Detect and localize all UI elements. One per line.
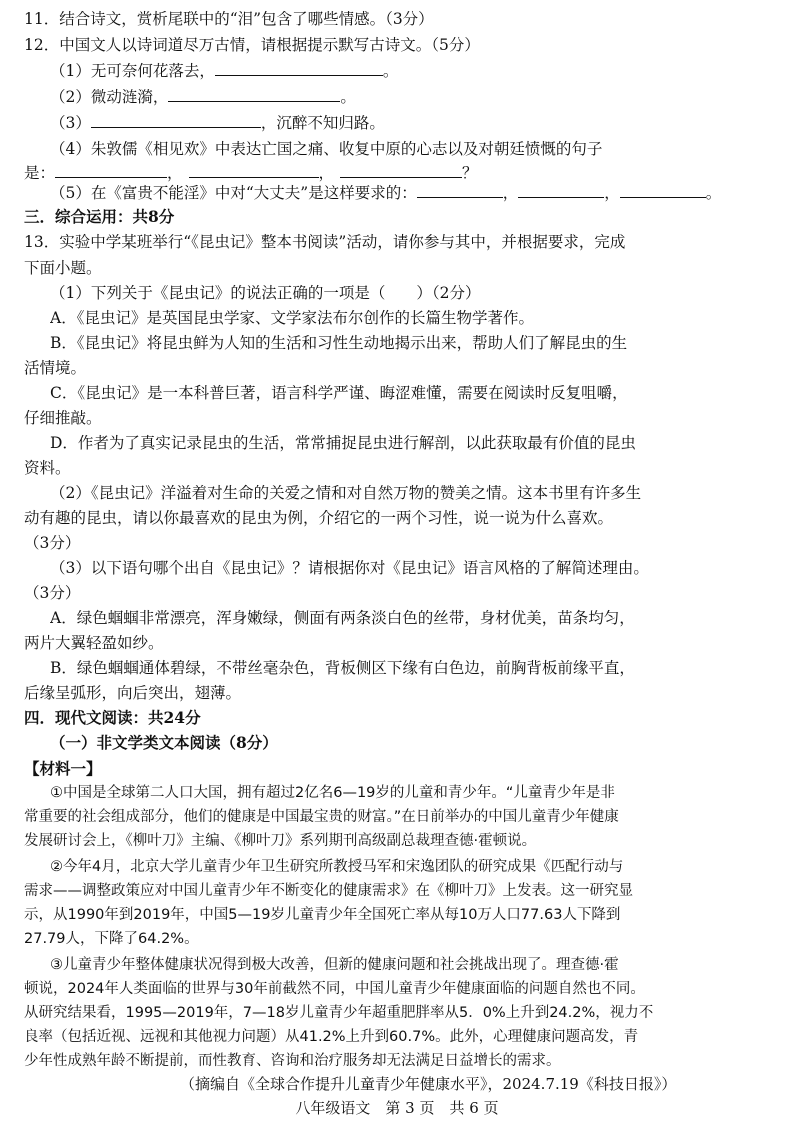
material-source: （摘编自《全球合作提升儿童青少年健康水平》，2024.7.19《科技日报》） xyxy=(180,1075,677,1093)
answer-blank[interactable] xyxy=(215,60,383,76)
subsection-heading: （一）非文学类文本阅读（8分） xyxy=(50,733,278,752)
answer-blank[interactable] xyxy=(417,182,503,198)
material-paragraph-2-line-3: 示，从1990年到2019年，中国5—19岁儿童青少年全国死亡率从每10万人口77.63人下降到 xyxy=(24,907,621,923)
section-3-heading: 三．综合运用：共8分 xyxy=(24,207,175,226)
question-12-item-1: （1）无可奈何花落去， 。 xyxy=(50,62,399,80)
option-d: D．作者为了真实记录昆虫的生活，常常捕捉昆虫进行解剖，以此获取最有价值的昆虫 xyxy=(50,434,636,452)
question-12-item-4: （4）朱敦儒《相见欢》中表达亡国之痛、收复中原的心志以及对朝廷愤慨的句子 xyxy=(50,140,603,158)
answer-blank[interactable] xyxy=(189,162,319,178)
question-12-item-3: （3） ，沉醉不知归路。 xyxy=(50,114,385,132)
material-paragraph-2-line-2: 需求——调整政策应对中国儿童青少年不断变化的健康需求》在《柳叶刀》上发表。这一研究显 xyxy=(24,883,633,899)
question-13-part-3: （3）以下语句哪个出自《昆虫记》？请根据你对《昆虫记》语言风格的了解简述理由。 xyxy=(50,559,649,577)
page-footer: 八年级语文 第 3 页 共 6 页 xyxy=(295,1099,499,1117)
question-12-item-2: （2）微动涟漪， 。 xyxy=(50,88,356,106)
answer-blank[interactable] xyxy=(518,182,604,198)
answer-blank[interactable] xyxy=(620,182,706,198)
question-13-part-2-cont: 动有趣的昆虫，请以你最喜欢的昆虫为例，介绍它的一两个习性，说一说为什么喜欢。 xyxy=(24,509,614,527)
option-d-cont: 资料。 xyxy=(24,459,71,477)
option-b: B．《昆虫记》将昆虫鲜为人知的生活和习性生动地揭示出来，帮助人们了解昆虫的生 xyxy=(50,334,628,352)
material-paragraph-2: ②今年4月，北京大学儿童青少年卫生研究所教授马军和宋逸团队的研究成果《匹配行动与 xyxy=(50,859,624,875)
passage-option-a-cont: 两片大翼轻盈如纱。 xyxy=(24,634,164,652)
question-13-intro-cont: 下面小题。 xyxy=(24,259,102,277)
material-paragraph-1: ①中国是全球第二人口大国，拥有超过2亿名6—19岁的儿童和青少年。“儿童青少年是非 xyxy=(50,785,615,801)
question-12-title: 12．中国文人以诗词道尽万古情，请根据提示默写古诗文。（5分） xyxy=(24,36,480,54)
answer-blank[interactable] xyxy=(168,86,340,102)
material-paragraph-3-line-3: 从研究结果看，1995—2019年，7—18岁儿童青少年超重肥胖率从5．0%上升到24.2%，视力不 xyxy=(24,1005,654,1021)
option-a: A．《昆虫记》是英国昆虫学家、文学家法布尔创作的长篇生物学著作。 xyxy=(50,309,534,327)
material-paragraph-3: ③儿童青少年整体健康状况得到极大改善，但新的健康问题和社会挑战出现了。理查德·霍 xyxy=(50,957,619,973)
answer-blank[interactable] xyxy=(340,162,462,178)
question-13-part-3-score: （3分） xyxy=(24,584,81,602)
passage-option-b-cont: 后缘呈弧形，向后突出，翅薄。 xyxy=(24,684,242,702)
material-paragraph-3-line-5: 少年性成熟年龄不断提前，而性教育、咨询和治疗服务却无法满足日益增长的需求。 xyxy=(24,1053,561,1069)
option-c: C．《昆虫记》是一本科普巨著，语言科学严谨、晦涩难懂，需要在阅读时反复咀嚼， xyxy=(50,384,628,402)
question-13-part-2: （2）《昆虫记》洋溢着对生命的关爱之情和对自然万物的赞美之情。这本书里有许多生 xyxy=(50,484,642,502)
material-paragraph-1-line-3: 发展研讨会上，《柳叶刀》主编、《柳叶刀》系列期刊高级副总裁理查德·霍顿说。 xyxy=(24,833,537,849)
question-11: 11．结合诗文，赏析尾联中的“泪”包含了哪些情感。（3分） xyxy=(24,10,434,28)
option-b-cont: 活情境。 xyxy=(24,359,87,377)
material-paragraph-3-line-4: 良率（包括近视、远视和其他视力问题）从41.2%上升到60.7%。此外，心理健康问题高发，青 xyxy=(24,1029,639,1045)
material-paragraph-1-line-2: 常重要的社会组成部分，他们的健康是中国最宝贵的财富。”在日前举办的中国儿童青少年健康 xyxy=(24,809,619,825)
material-paragraph-3-line-2: 顿说，2024年人类面临的世界与30年前截然不同，中国儿童青少年健康面临的问题自然也不同。 xyxy=(24,981,645,997)
material-paragraph-2-line-4: 27.79人，下降了64.2%。 xyxy=(24,931,199,947)
question-13-part-2-score: （3分） xyxy=(24,534,81,552)
passage-option-a: A．绿色蝈蝈非常漂亮，浑身嫩绿，侧面有两条淡白色的丝带，身材优美，苗条均匀， xyxy=(50,609,635,627)
question-12-item-4-answer: 是： ， ， ？ xyxy=(24,164,478,182)
question-12-item-5: （5）在《富贵不能淫》中对“大丈夫”是这样要求的： ， ， 。 xyxy=(50,184,722,202)
section-4-heading: 四．现代文阅读：共24分 xyxy=(24,708,201,727)
answer-blank[interactable] xyxy=(55,162,167,178)
passage-option-b: B．绿色蝈蝈通体碧绿，不带丝毫杂色，背板侧区下缘有白色边，前胸背板前缘平直， xyxy=(50,659,635,677)
answer-blank[interactable] xyxy=(91,112,261,128)
option-c-cont: 仔细推敲。 xyxy=(24,409,102,427)
question-13-part-1: （1）下列关于《昆虫记》的说法正确的一项是（ ）（2分） xyxy=(50,284,481,302)
question-13-intro: 13．实验中学某班举行“《昆虫记》整本书阅读”活动，请你参与其中，并根据要求，完成 xyxy=(24,233,626,251)
material-label: 【材料一】 xyxy=(24,759,102,778)
